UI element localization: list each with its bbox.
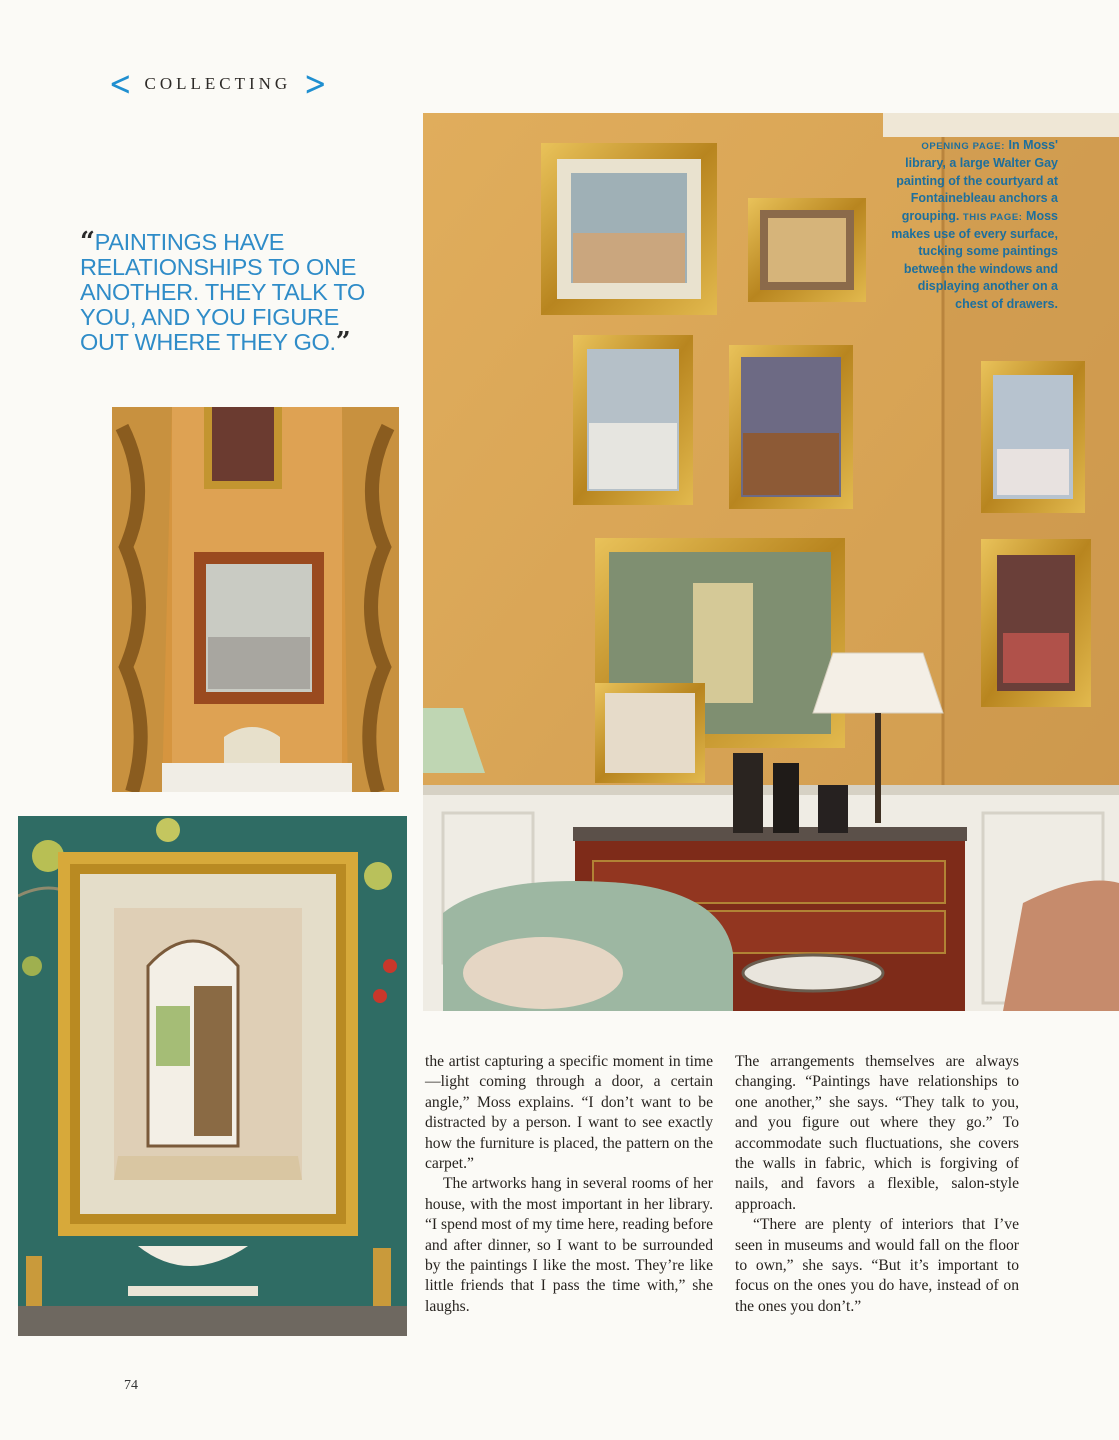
pull-quote [80,227,380,357]
pull-quote-text: PAINTINGS HAVE RELATIONSHIPS TO ONE ANOTHER. THEY TALK TO YOU, AND YOU FIGURE OUT WHERE THEY GO. [80,229,365,355]
painting-frame [541,143,717,315]
open-quote-mark: “ [80,227,95,257]
photo-caption [888,137,1058,313]
paragraph: the artist capturing a specific moment in time—light coming through a door, a certain angle,” Moss explains. “I don’t want to be distracted by a person. I want to see exactly how the furniture is placed, the pattern on the carpet.” [425,1053,713,1173]
article-column-left [425,1052,713,1317]
paragraph: The artworks hang in several rooms of her house, with the most important in her library. “I spend most of my time here, reading before and after dinner, so I want to be surrounded by the paintings I like the most. They’re like little friends that I pass the time with,” she laughs. [425,1175,713,1315]
caption-text-opening-page: In Moss' library, a large Walter Gay painting of the courtyard at Fontainebleau anchors a grouping. [896,138,1058,223]
doorway-painting-art [18,816,407,1336]
window-paintings-photo [112,407,399,792]
section-label: COLLECTING [144,74,292,93]
paragraph: The arrangements themselves are always changing. “Paintings have relationships to one another,” she says. “They talk to you, and you figure out where they go.” To accommodate such fluctuations, she covers the walls in fabric, which is forgiving of nails, and favors a flexible, salon-style approach. [735,1053,1019,1213]
window-paintings-art [112,407,399,792]
chevron-right-icon: > [304,64,327,104]
paragraph: “There are plenty of interiors that I’ve seen in museums and would fall on the floor to own,” she says. “But it’s important to focus on the ones you do have, instead of on the ones you don’t.” [735,1216,1019,1315]
caption-text-this-page: Moss makes use of every surface, tucking some paintings between the windows and displaying another on a chest of drawers. [891,208,1058,311]
doorway-painting-photo [18,816,407,1336]
caption-label-this-page: THIS PAGE: [962,211,1023,223]
chevron-left-icon: < [108,64,132,104]
close-quote-mark: ” [335,327,351,357]
article-column-right [735,1052,1019,1317]
page-number: 74 [124,1378,138,1393]
caption-label-opening-page: OPENING PAGE: [921,141,1005,152]
section-header [106,66,330,102]
